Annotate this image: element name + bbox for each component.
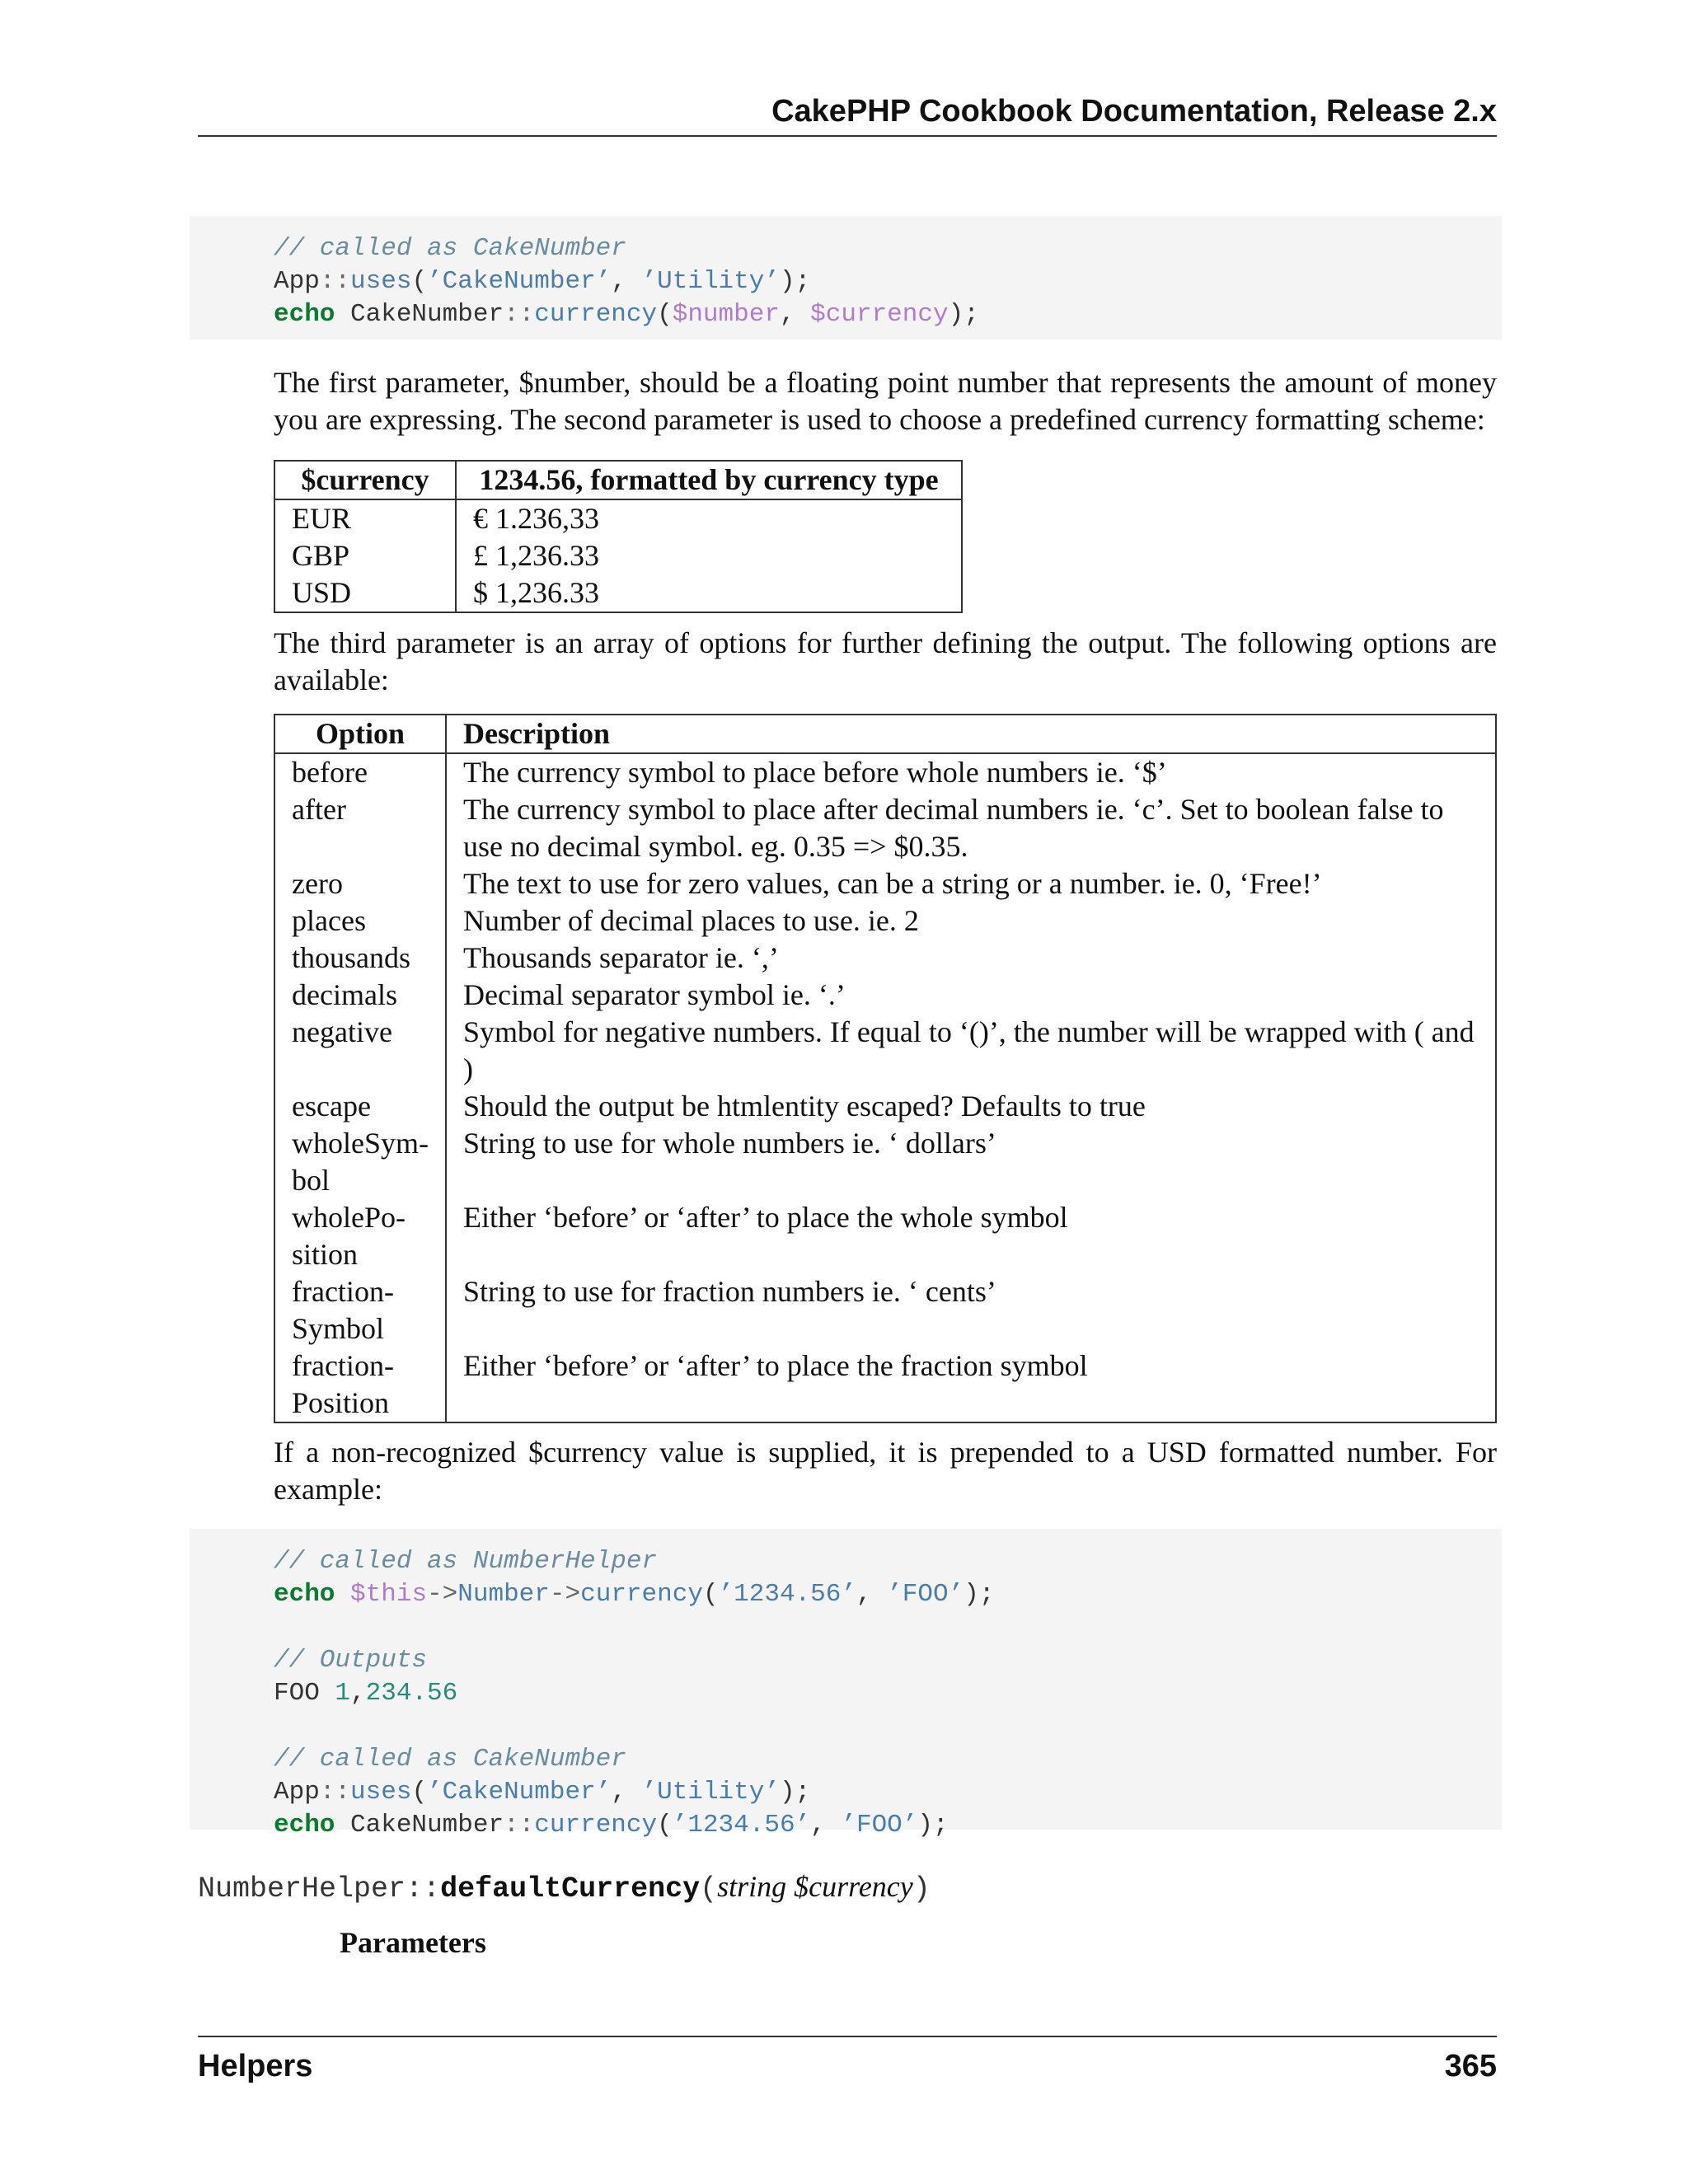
code-line xyxy=(274,265,1502,298)
table-cell: GBP xyxy=(274,537,456,574)
option-name: decimals xyxy=(274,977,446,1014)
code-paren: ( xyxy=(411,267,428,296)
code-function: currency xyxy=(534,300,658,329)
code-string: ’1234.56’ xyxy=(718,1580,856,1609)
option-description: Number of decimal places to use. ie. 2 xyxy=(463,904,919,937)
table-header-row xyxy=(274,461,962,499)
option-name: wholePo- sition xyxy=(274,1199,446,1273)
code-paren: ); xyxy=(779,1778,811,1807)
code-class: CakeNumber xyxy=(335,300,504,329)
code-block-numberhelper xyxy=(190,1529,1502,1840)
code-function: currency xyxy=(580,1580,703,1609)
paragraph-unrecognized-currency: If a non-recognized $currency value is supplied, it is prepended to a USD formatted number. For example: xyxy=(274,1436,1497,1506)
table-header-row xyxy=(274,715,1496,753)
currency-table xyxy=(274,460,963,613)
option-description: The text to use for zero values, can be a string or a number. ie. 0, ‘Free!’ xyxy=(463,867,1322,900)
code-paren: ); xyxy=(779,267,811,296)
page-footer xyxy=(198,2036,1497,2083)
table-row xyxy=(274,902,1496,940)
code-comma: , xyxy=(779,300,811,329)
code-variable: $this xyxy=(350,1580,428,1609)
code-variable: $currency xyxy=(810,300,949,329)
code-comma: , xyxy=(810,1811,842,1840)
code-line xyxy=(274,1776,1502,1809)
code-line xyxy=(274,1677,1502,1710)
page-header xyxy=(198,92,1497,137)
code-paren: ); xyxy=(917,1811,949,1840)
table-row xyxy=(274,1014,1496,1088)
signature-paren: ( xyxy=(700,1872,718,1905)
code-comma: , xyxy=(350,1679,366,1708)
code-comment: // called as CakeNumber xyxy=(274,1745,626,1774)
table-row xyxy=(274,1199,1496,1273)
option-name: wholeSym- bol xyxy=(274,1125,446,1199)
option-description: Either ‘before’ or ‘after’ to place the whole symbol xyxy=(463,1201,1068,1234)
code-paren: ( xyxy=(702,1580,719,1609)
paragraph-options-intro: The third parameter is an array of options for further defining the output. The following options are available: xyxy=(274,626,1497,696)
table-row xyxy=(274,499,962,537)
option-description: String to use for whole numbers ie. ‘ dollars’ xyxy=(463,1127,996,1160)
column-header: Option xyxy=(274,715,446,753)
code-property: Number xyxy=(457,1580,550,1609)
code-string: ’1234.56’ xyxy=(672,1811,811,1840)
code-line xyxy=(274,298,1502,331)
code-line-blank xyxy=(274,1611,1502,1644)
signature-parameter: string $currency xyxy=(717,1870,913,1903)
code-class: App xyxy=(274,1778,320,1807)
code-operator: -> xyxy=(427,1580,458,1609)
table-cell: € 1.236,33 xyxy=(473,502,599,535)
code-string: ’Utility’ xyxy=(641,1778,780,1807)
code-block-cakenumber xyxy=(190,216,1502,340)
code-variable: $number xyxy=(672,300,780,329)
parameters-heading: Parameters xyxy=(340,1926,486,1959)
table-row xyxy=(274,1347,1496,1422)
option-description: Thousands separator ie. ‘,’ xyxy=(463,941,779,974)
code-keyword: echo xyxy=(274,1811,335,1840)
code-class: CakeNumber xyxy=(335,1811,504,1840)
option-name: zero xyxy=(274,865,446,902)
code-keyword: echo xyxy=(274,1580,335,1609)
code-comma: , xyxy=(611,267,642,296)
table-cell: $ 1,236.33 xyxy=(473,576,599,609)
code-operator: :: xyxy=(319,267,351,296)
code-function: currency xyxy=(534,1811,658,1840)
code-line xyxy=(274,232,1502,265)
code-comment: // called as CakeNumber xyxy=(274,234,626,263)
option-name: negative xyxy=(274,1014,446,1088)
option-description: Should the output be htmlentity escaped? Defaults to true xyxy=(463,1090,1146,1122)
option-description: Symbol for negative numbers. If equal to ‘()’, the number will be wrapped with ( and ) xyxy=(463,1015,1475,1085)
code-line-blank xyxy=(274,1710,1502,1743)
option-name: after xyxy=(274,791,446,865)
code-string: ’CakeNumber’ xyxy=(427,267,612,296)
options-table xyxy=(274,714,1497,1423)
signature-class: NumberHelper:: xyxy=(198,1872,441,1905)
option-name: before xyxy=(274,753,446,791)
option-description: The currency symbol to place after decimal numbers ie. ‘c’. Set to boolean false to use no decimal symbol. eg. 0.35 => $0.35. xyxy=(463,793,1444,863)
option-name: places xyxy=(274,902,446,940)
table-row xyxy=(274,574,962,612)
code-number: 234.56 xyxy=(365,1679,458,1708)
code-line xyxy=(274,1644,1502,1677)
table-row xyxy=(274,1088,1496,1125)
column-header: Description xyxy=(446,715,1496,753)
table-row xyxy=(274,1273,1496,1347)
code-text: FOO xyxy=(274,1679,335,1708)
table-row xyxy=(274,753,1496,791)
table-row xyxy=(274,1125,1496,1199)
code-line xyxy=(274,1809,1502,1842)
code-paren: ( xyxy=(657,1811,673,1840)
code-comma: , xyxy=(611,1778,642,1807)
code-line xyxy=(274,1743,1502,1776)
table-row xyxy=(274,791,1496,865)
table-row xyxy=(274,865,1496,902)
signature-paren: ) xyxy=(912,1872,931,1905)
option-description: Either ‘before’ or ‘after’ to place the fraction symbol xyxy=(463,1349,1088,1382)
code-number: 1 xyxy=(335,1679,351,1708)
running-title: CakePHP Cookbook Documentation, Release 2.x xyxy=(771,94,1497,129)
code-line xyxy=(274,1578,1502,1611)
table-row xyxy=(274,977,1496,1014)
option-name: fraction- Position xyxy=(274,1347,446,1422)
code-class: App xyxy=(274,267,320,296)
column-header: 1234.56, formatted by currency type xyxy=(456,461,962,499)
code-comma: , xyxy=(856,1580,888,1609)
column-header: $currency xyxy=(274,461,456,499)
option-description: String to use for fraction numbers ie. ‘ cents’ xyxy=(463,1275,996,1308)
footer-section: Helpers xyxy=(198,2049,313,2083)
code-function: uses xyxy=(350,267,412,296)
option-description: Decimal separator symbol ie. ‘.’ xyxy=(463,978,846,1011)
code-paren: ); xyxy=(964,1580,995,1609)
table-cell: EUR xyxy=(274,499,456,537)
code-function: uses xyxy=(350,1778,412,1807)
option-name: thousands xyxy=(274,940,446,977)
code-operator: :: xyxy=(319,1778,351,1807)
option-name: escape xyxy=(274,1088,446,1125)
code-operator: :: xyxy=(504,1811,535,1840)
code-comment: // Outputs xyxy=(274,1646,428,1675)
code-string: ’FOO’ xyxy=(887,1580,964,1609)
option-description: The currency symbol to place before whole numbers ie. ‘$’ xyxy=(463,756,1167,789)
method-signature xyxy=(198,1869,931,1905)
table-cell: USD xyxy=(274,574,456,612)
code-string: ’FOO’ xyxy=(841,1811,918,1840)
code-paren: ); xyxy=(948,300,979,329)
table-row xyxy=(274,940,1496,977)
paragraph-currency-intro: The first parameter, $number, should be a floating point number that represents the amount of money you are expressing. The second parameter is used to choose a predefined currency formatting scheme: xyxy=(274,366,1497,436)
signature-method-name: defaultCurrency xyxy=(440,1872,701,1905)
option-name: fraction- Symbol xyxy=(274,1273,446,1347)
code-line xyxy=(274,1545,1502,1578)
code-comment: // called as NumberHelper xyxy=(274,1547,658,1576)
code-paren: ( xyxy=(411,1778,428,1807)
code-operator: :: xyxy=(504,300,535,329)
code-space xyxy=(335,1580,350,1609)
table-row xyxy=(274,537,962,574)
code-operator: -> xyxy=(549,1580,581,1609)
code-string: ’CakeNumber’ xyxy=(427,1778,612,1807)
code-string: ’Utility’ xyxy=(641,267,780,296)
table-cell: £ 1,236.33 xyxy=(473,539,599,572)
page-number: 365 xyxy=(1444,2049,1497,2083)
code-keyword: echo xyxy=(274,300,335,329)
code-paren: ( xyxy=(657,300,673,329)
